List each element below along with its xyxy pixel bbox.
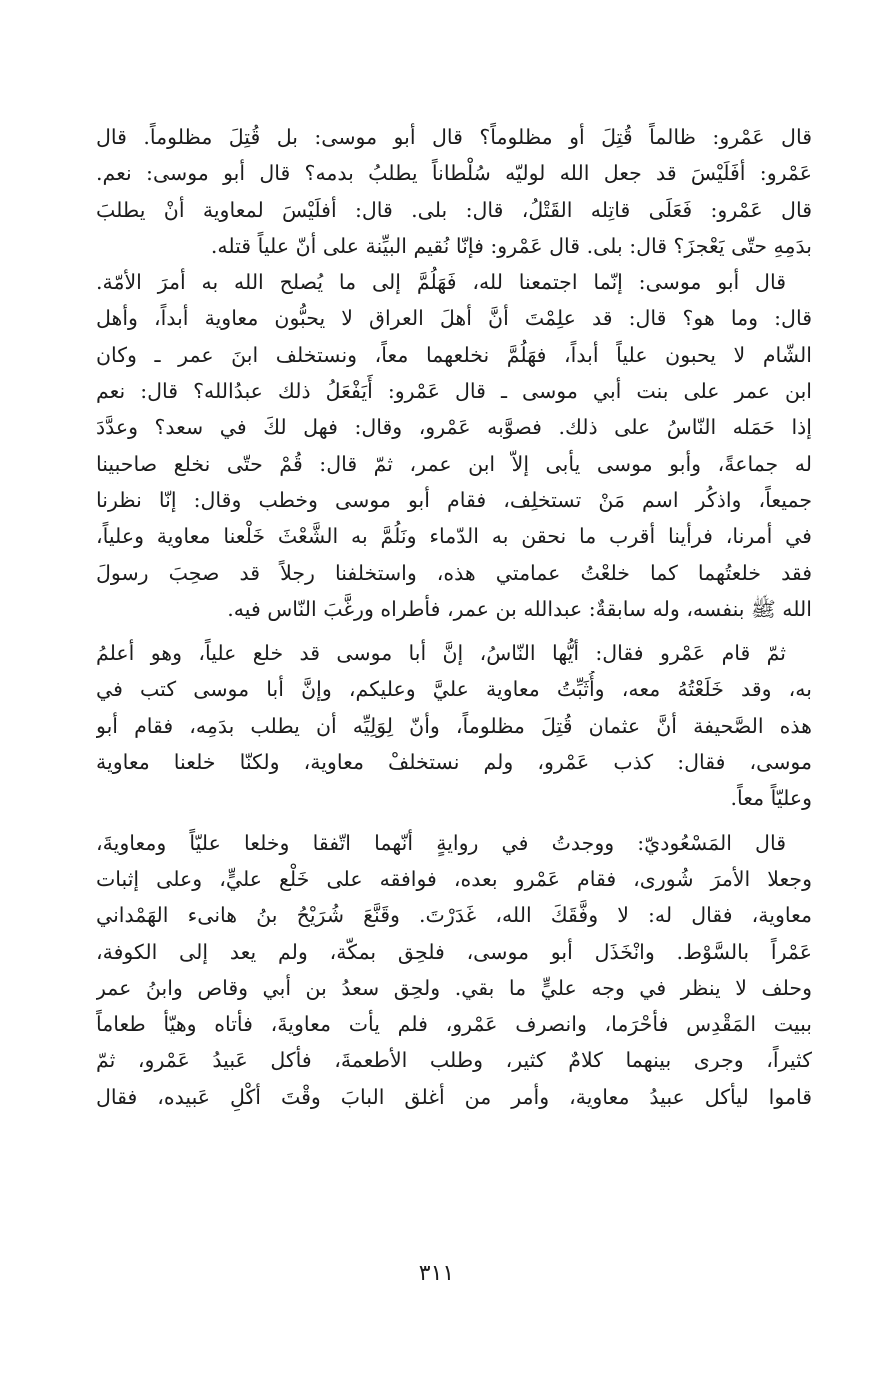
- text-line: وجعلا الأمرَ شُورى، فقام عَمْرو بعده، فوافقه على خَلْع عليٍّ، وعلى إثبات: [96, 866, 812, 891]
- text-line: وحلف لا ينظر في وجه عليٍّ ما بقي. ولحِق سعدُ بن أبي وقاص وابنُ عمر: [96, 975, 812, 1000]
- paragraph-2: [96, 264, 812, 627]
- text-line: قال عَمْرو: ظالماً قُتِلَ أو مظلوماً؟ قال أبو موسى: بل قُتِلَ مظلوماً. قال: [96, 125, 812, 149]
- text-line: عَمْرو: أفَلَيْسَ قد جعل الله لوليّه سُلْطاناً يطلبُ بدمه؟ قال أبو موسى: نعم.: [96, 161, 812, 186]
- text-line: موسى، فقال: كذب عَمْرو، ولم نستخلفْ معاوية، ولكنّا خلعنا معاوية: [96, 750, 812, 775]
- text-line: بدَمِهِ حتّى يَعْجزَ؟ قال: بلى. قال عَمْرو: فإنّا نُقيم البيِّنة على أنّ علياً قتله.: [210, 233, 812, 258]
- text-line: قال عَمْرو: فَعَلَى قاتِله القَتْلُ، قال: بلى. قال: أفلَيْسَ لمعاوية أنْ يطلبَ: [96, 197, 812, 222]
- text-line: هذه الصَّحيفة أنَّ عثمان قُتِلَ مظلوماً، وأنّ لِوَلِيِّه أن يطلب بدَمِه، فقام أبو: [96, 713, 812, 738]
- paragraph-gap: [96, 817, 812, 825]
- text-line: الله ﷺ بنفسه، وله سابقةٌ: عبدالله بن عمر، فأطراه ورغَّبَ النّاس فيه.: [227, 596, 812, 621]
- text-line: عَمْراً بالسَّوْط. وانْخَذَل أبو موسى، فلحِق بمكّة، ولم يعد إلى الكوفة،: [96, 939, 812, 964]
- text-line: قاموا ليأكل عبيدُ معاوية، وأمر من أغلق البابَ وقْتَ أكْلِ عَبيده، فقال: [96, 1084, 812, 1109]
- text-line: قال المَسْعُوديّ: ووجدتُ في روايةٍ أنّهما اتّفقا وخلعا عليّاً ومعاويةَ،: [96, 830, 786, 855]
- page-number: ٣١١: [418, 1261, 455, 1286]
- text-line: فقد خلعتُهما كما خلعْتُ عمامتي هذه، واستخلفنا رجلاً قد صحِبَ رسولَ: [96, 560, 812, 585]
- text-line: قال أبو موسى: إنّما اجتمعنا لله، فَهَلُمَّ إلى ما يُصلح الله به أمرَ الأمّة.: [96, 270, 786, 295]
- text-line: ثمّ قام عَمْرو فقال: أيُّها النّاسُ، إنَّ أبا موسى قد خلع علياً، وهو أعلمُ: [96, 641, 786, 666]
- text-line: كثيراً، وجرى بينهما كلامٌ كثير، وطلب الأطعمةَ، فأكل عَبيدُ عَمْرو، ثمّ: [96, 1048, 812, 1073]
- text-line: معاوية، فقال له: لا وفَّقَكَ الله، غَدَرْتَ. وقَنَّعَ شُرَيْحُ بنُ هانىء الهَمْداني: [96, 903, 812, 928]
- text-line: ببيت المَقْدِس فأحْرَما، وانصرف عَمْرو، فلم يأت معاويةَ، فأتاه وهيّأ طعاماً: [96, 1012, 812, 1037]
- paragraph-4: [96, 825, 812, 1115]
- text-line: جميعاً، واذكُر اسم مَنْ تستخلِف، فقام أبو موسى وخطب وقال: إنّا نظرنا: [96, 487, 812, 512]
- paragraph-3: [96, 635, 812, 816]
- text-line: وعليّاً معاً.: [730, 786, 812, 811]
- text-line: ابن عمر على بنت أبي موسى ـ قال عَمْرو: أَيَفْعَلُ ذلك عبدُالله؟ قال: نعم: [96, 379, 812, 404]
- text-line: الشّام لا يحبون علياً أبداً، فهَلُمَّ نخلعهما معاً، ونستخلف ابنَ عمر ـ وكان: [96, 342, 812, 367]
- text-line: قال: وما هو؟ قال: قد علِمْتَ أنَّ أهلَ العراق لا يحبُّون معاوية أبداً، وأهل: [96, 306, 812, 331]
- paragraph-1: [96, 119, 812, 264]
- text-line: إذا حَمَله النّاسُ على ذلك. فصوَّبه عَمْرو، وقال: فهل لكَ في سعد؟ وعدَّدَ: [96, 415, 812, 440]
- text-line: له جماعةً، وأبو موسى يأبى إلاّ ابن عمر، ثمّ قال: قُمْ حتّى نخلع صاحبينا: [96, 451, 812, 476]
- body-text: [96, 119, 812, 1115]
- text-line: في أمرنا، فرأينا أقرب ما نحقن به الدّماء ونَلُمَّ به الشَّعْثَ خَلْعنا معاوية وعلياً،: [96, 524, 812, 549]
- text-line: به، وقد خَلَعْتُهُ معه، وأُثَبِّتُ معاوية عليَّ وعليكم، وإنَّ أبا موسى كتب في: [96, 677, 812, 702]
- paragraph-gap: [96, 627, 812, 635]
